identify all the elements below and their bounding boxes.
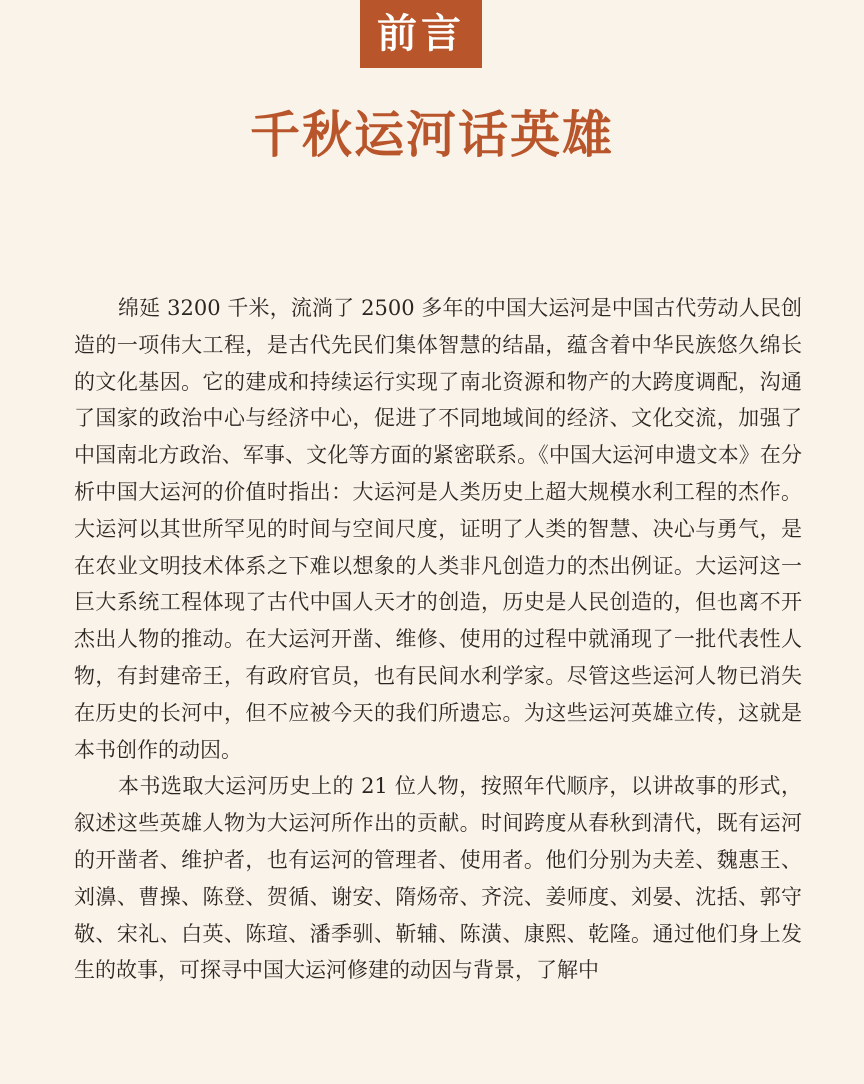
paragraph: 绵延 3200 千米，流淌了 2500 多年的中国大运河是中国古代劳动人民创造的一项伟大工程，是古代先民们集体智慧的结晶，蕴含着中华民族悠久绵长的文化基因。它的建成和持续运行实现了南北资源和物产的大跨度调配，沟通了国家的政治中心与经济中心，促进了不同地域间的经济、文化交流，加强了中国南北方政治、军事、文化等方面的紧密联系。《中国大运河申遗文本》在分析中国大运河的价值时指出：大运河是人类历史上超大规模水利工程的杰作。大运河以其世所罕见的时间与空间尺度，证明了人类的智慧、决心与勇气，是在农业文明技术体系之下难以想象的人类非凡创造力的杰出例证。大运河这一巨大系统工程体现了古代中国人天才的创造，历史是人民创造的，但也离不开杰出人物的推动。在大运河开凿、维修、使用的过程中就涌现了一批代表性人物，有封建帝王，有政府官员，也有民间水利学家。尽管这些运河人物已消失在历史的长河中，但不应被今天的我们所遗忘。为这些运河英雄立传，这就是本书创作的动因。	[74, 296, 802, 762]
page-title: 千秋运河话英雄	[250, 105, 614, 164]
section-badge: 前言	[360, 0, 482, 68]
body-text	[74, 290, 802, 989]
paragraph: 本书选取大运河历史上的 21 位人物，按照年代顺序，以讲故事的形式，叙述这些英雄人物为大运河所作出的贡献。时间跨度从春秋到清代，既有运河的开凿者、维护者，也有运河的管理者、使用者。他们分别为夫差、魏惠王、刘濞、曹操、陈登、贺循、谢安、隋炀帝、齐浣、姜师度、刘晏、沈括、郭守敬、宋礼、白英、陈瑄、潘季驯、靳辅、陈潢、康熙、乾隆。通过他们身上发生的故事，可探寻中国大运河修建的动因与背景，了解中	[74, 774, 802, 983]
